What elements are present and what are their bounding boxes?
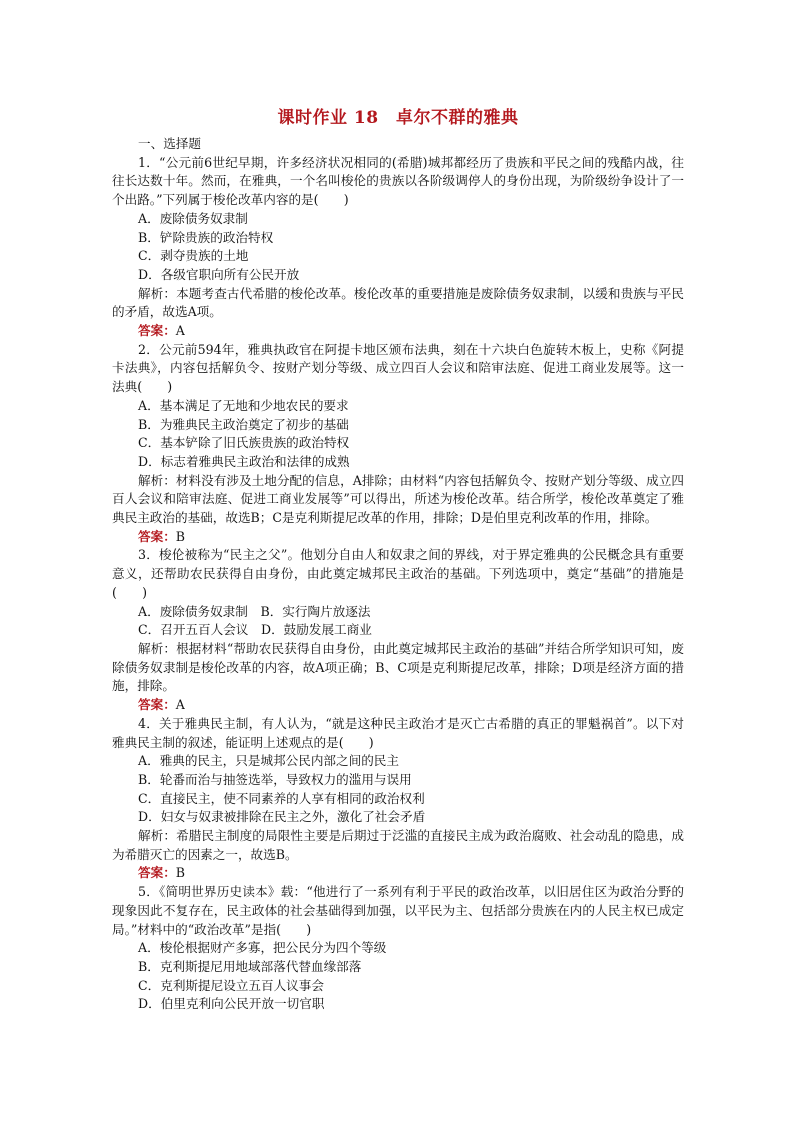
answer-label: 答案： — [138, 528, 176, 544]
explanation: 解析：本题考查古代希腊的梭伦改革。梭伦改革的重要措施是废除债务奴隶制，以缓和贵族与平民的矛盾，故选A项。 — [112, 285, 684, 320]
question-stem: 3．梭伦被称为“民主之父”。他划分自由人和奴隶之间的界线，对于界定雅典的公民概念具有重要意义，还帮助农民获得自由身份，由此奠定城邦民主政治的基础。下列选项中，奠定“基础”的措施是( ) — [112, 547, 684, 600]
section-heading: 一、选择题 — [138, 136, 201, 151]
question-stem: 2．公元前594年，雅典执政官在阿提卡地区颁布法典，刻在十六块白色旋转木板上，史称《阿提卡法典》，内容包括解负令、按财产划分等级、成立四百人会议和陪审法庭、促进工商业发展等。这一法典( ) — [112, 341, 684, 395]
option: C．基本铲除了旧氏族贵族的政治特权 — [138, 435, 350, 451]
answer — [112, 864, 684, 883]
answer-value: A — [175, 323, 185, 339]
question-block — [112, 715, 684, 883]
option: C．召开五百人会议 D．鼓励发展工商业 — [138, 622, 372, 638]
answer-label: 答案： — [138, 697, 176, 713]
option: A．基本满足了无地和少地农民的要求 — [138, 397, 349, 413]
question-block — [112, 341, 684, 547]
option: B．克利斯提尼用地域部落代替血缘部落 — [138, 958, 362, 974]
option: C．克利斯提尼设立五百人议事会 — [138, 977, 324, 993]
explanation: 解析：根据材料“帮助农民获得自由身份，由此奠定城邦民主政治的基础”并结合所学知识可知，废除债务奴隶制是梭伦改革的内容，故A项正确；B、C项是克利斯提尼改革，排除；D项是经济方面的措施，排除。 — [112, 640, 684, 694]
question-stem: 4．关于雅典民主制，有人认为，“就是这种民主政治才是灭亡古希腊的真正的罪魁祸首”。以下对雅典民主制的叙述，能证明上述观点的是( ) — [112, 715, 684, 750]
option: A．废除债务奴隶制 B．实行陶片放逐法 — [138, 603, 371, 619]
answer-value: A — [175, 697, 185, 713]
option: D．各级官职向所有公民开放 — [138, 266, 300, 282]
answer — [112, 696, 684, 715]
option: A．梭伦根据财产多寡，把公民分为四个等级 — [138, 940, 387, 956]
question-block — [112, 546, 684, 714]
answer — [112, 322, 684, 341]
question-stem: 1．“公元前6世纪早期，许多经济状况相同的(希腊)城邦都经历了贵族和平民之间的残酷内战，往往长达数十年。然而，在雅典，一个名叫梭伦的贵族以各阶级调停人的身份出现，为阶级纷争设计了一个出路。”下列属于梭伦改革内容的是( ) — [112, 154, 684, 208]
option: D．妇女与奴隶被排除在民主之外，激化了社会矛盾 — [138, 809, 426, 825]
question-stem: 5．《简明世界历史读本》载：“他进行了一系列有利于平民的政治改革，以旧居住区为政治分野的现象因此不复存在，民主政体的社会基础得到加强，以平民为主、包括部分贵族在内的人民主权已成定局。”材料中的“政治改革”是指( ) — [112, 884, 684, 937]
explanation: 解析：材料没有涉及土地分配的信息，A排除；由材料“内容包括解负令、按财产划分等级、成立四百人会议和陪审法庭、促进工商业发展等”可以得出，所述为梭伦改革。结合所学，梭伦改革奠定了雅典民主政治的基础，故选B；C是克利斯提尼改革的作用，排除；D是伯里克利改革的作用，排除。 — [112, 472, 684, 526]
question-block — [112, 883, 684, 1014]
explanation: 解析：希腊民主制度的局限性主要是后期过于泛滥的直接民主成为政治腐败、社会动乱的隐患，成为希腊灭亡的因素之一，故选B。 — [112, 828, 684, 862]
option: B．为雅典民主政治奠定了初步的基础 — [138, 416, 349, 432]
worksheet-page — [112, 106, 684, 1014]
option: A．废除债务奴隶制 — [138, 210, 248, 226]
option: C．直接民主，使不同素养的人享有相同的政治权利 — [138, 790, 425, 806]
question-block — [112, 154, 684, 341]
answer-value: B — [175, 528, 186, 544]
option: C．剥夺贵族的土地 — [138, 248, 249, 264]
option: A．雅典的民主，只是城邦公民内部之间的民主 — [138, 753, 399, 769]
option: B．轮番而治与抽签选举，导致权力的滥用与误用 — [138, 771, 412, 787]
answer-value: B — [175, 865, 186, 881]
answer-label: 答案： — [138, 323, 176, 339]
answer — [112, 528, 684, 547]
option: B．铲除贵族的政治特权 — [138, 229, 274, 245]
option: D．伯里克利向公民开放一切官职 — [138, 996, 325, 1012]
option: D．标志着雅典民主政治和法律的成熟 — [138, 453, 350, 469]
answer-label: 答案： — [138, 865, 176, 881]
page-title: 课时作业 18 卓尔不群的雅典 — [277, 108, 519, 128]
